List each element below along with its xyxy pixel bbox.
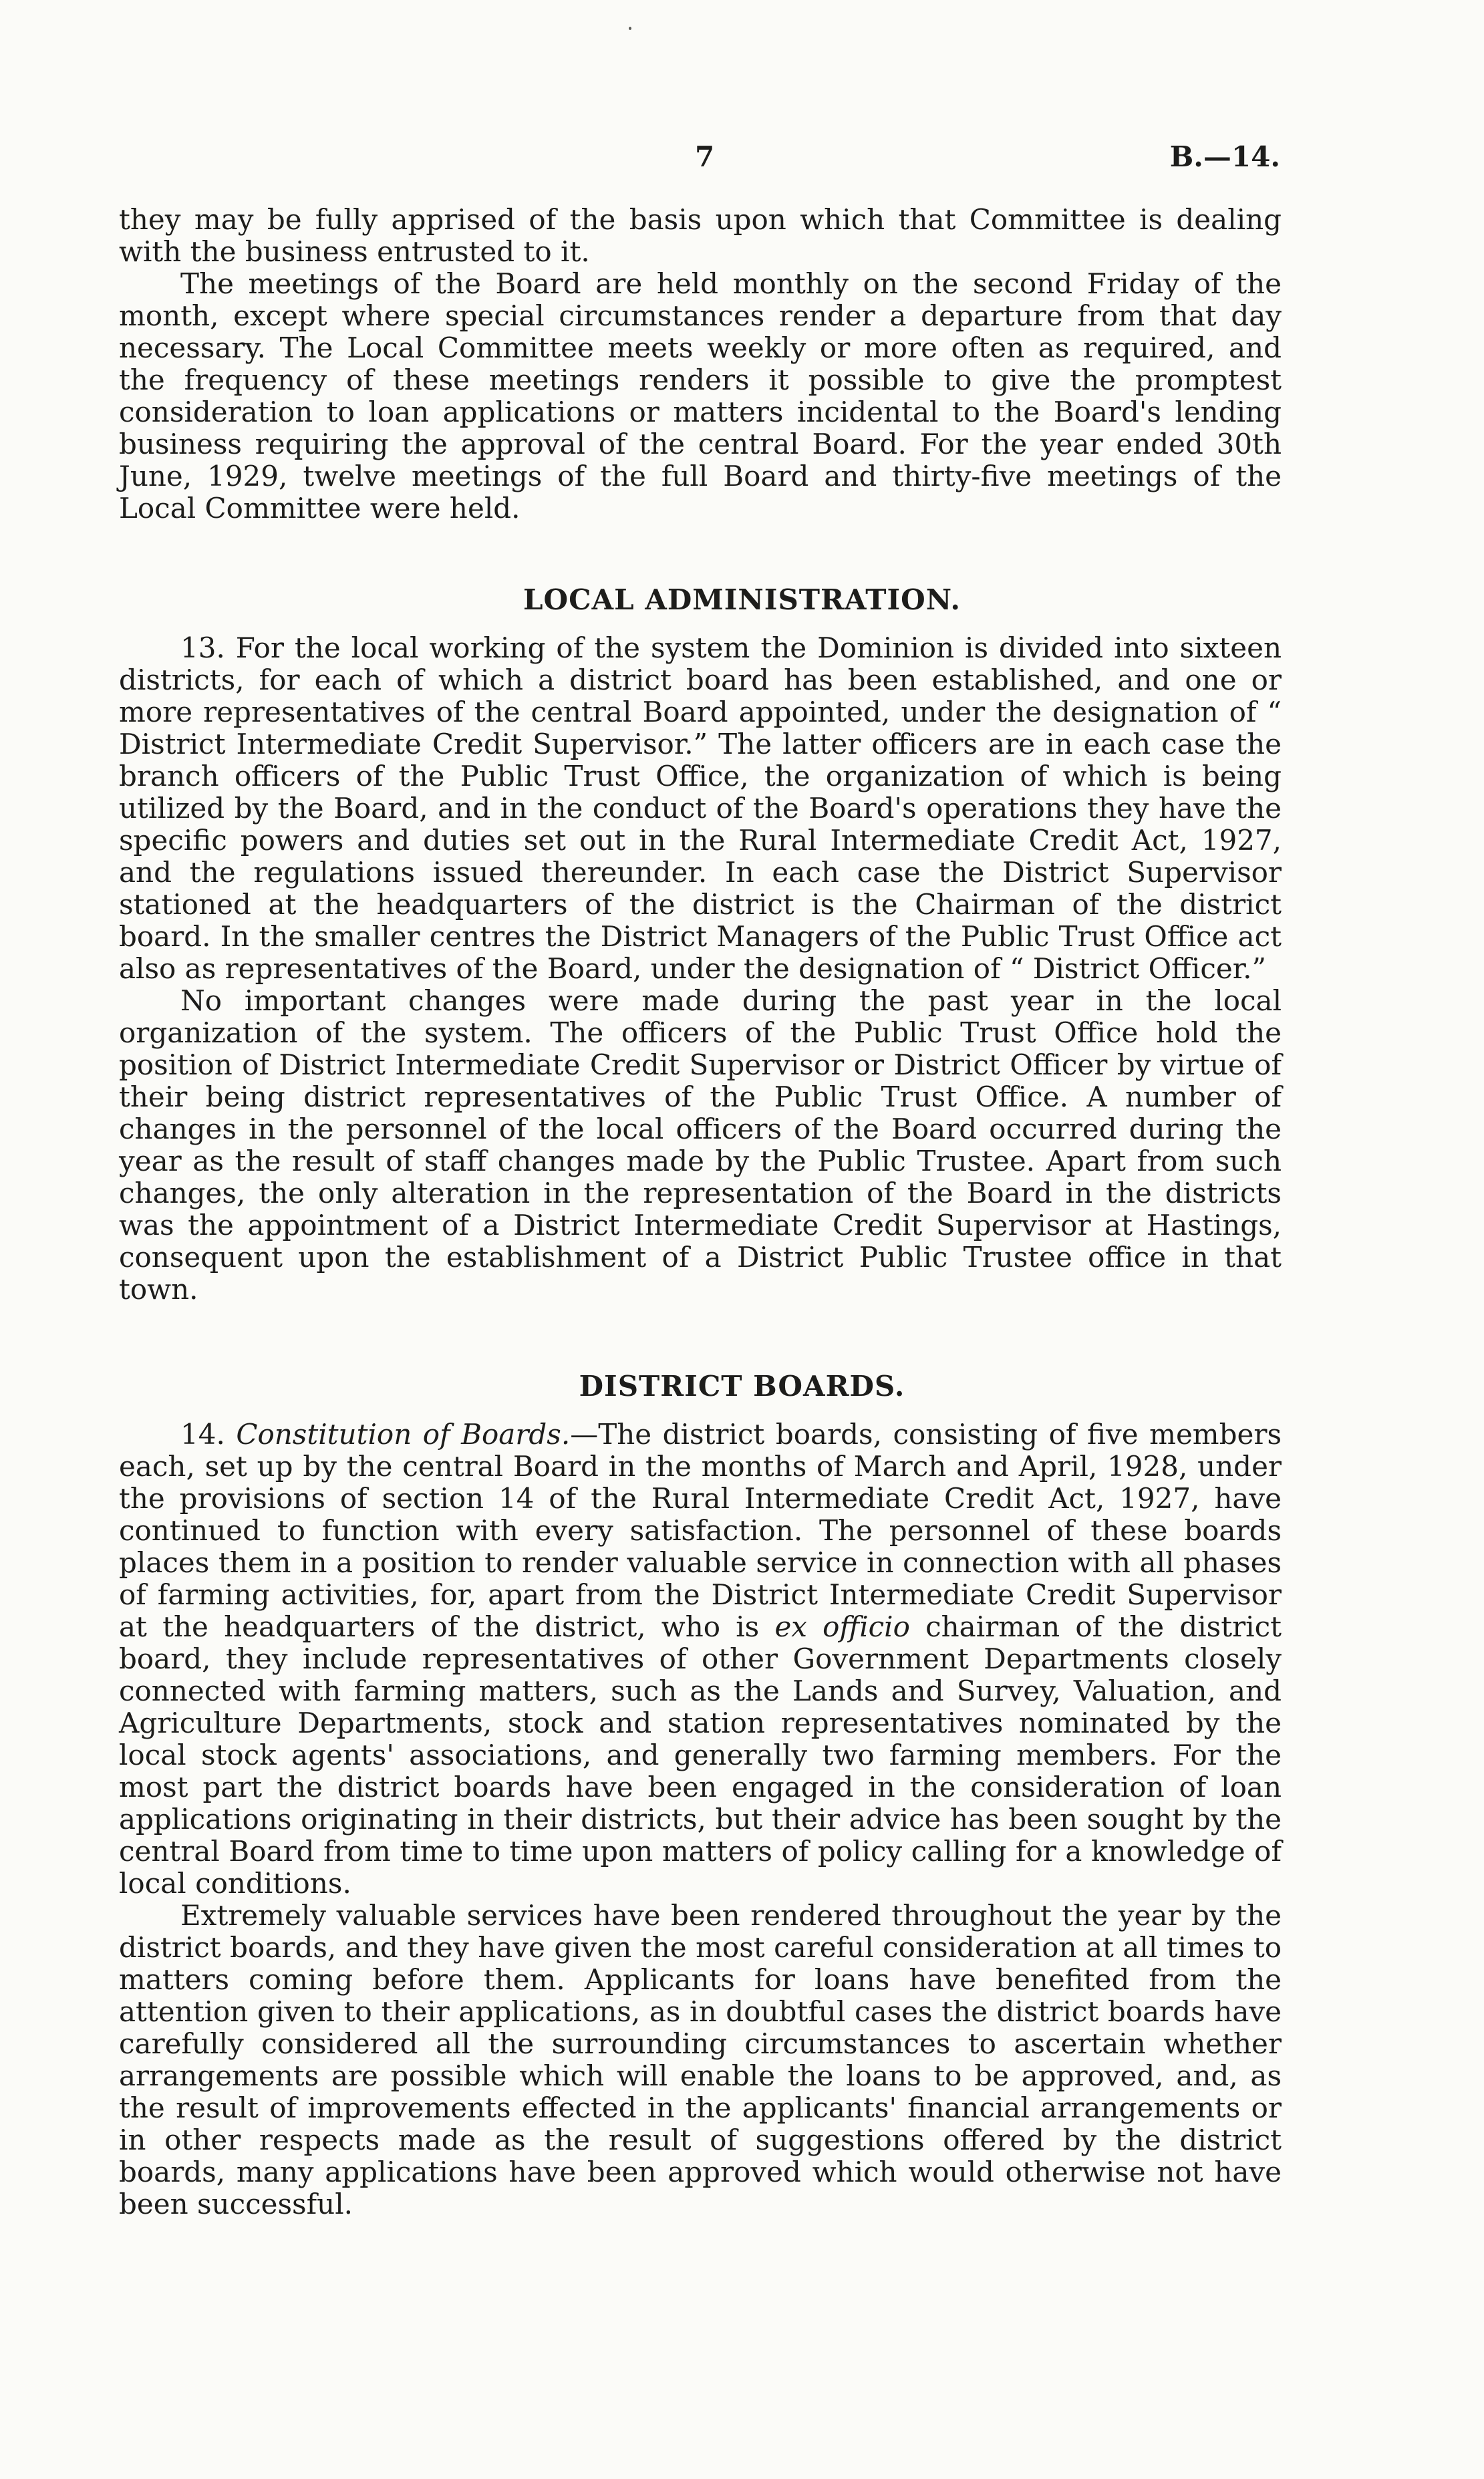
district-boards-heading: DISTRICT BOARDS.: [579, 1370, 905, 1403]
intro-block: [119, 204, 1282, 525]
local-administration-heading: LOCAL ADMINISTRATION.: [523, 583, 961, 616]
district-boards-block: [119, 1419, 1282, 2220]
local-changes-paragraph: No important changes were made during the past year in the local organization of the system. The officers of the Public Trust Office hold the position of District Intermediate Credit Supervisor or District Officer by virtue of their being district representatives of the Public Trust Office. A number of changes in the personnel of the local officers of the Board occurred during the year as the result of staff changes made by the Public Trustee. Apart from such changes, the only alteration in the representation of the Board in the districts was the appointment of a District Intermediate Credit Supervisor at Hastings, consequent upon the establishment of a District Public Trustee office in that town.: [119, 984, 1282, 1306]
paragraph-14-text-b: chairman of the district board, they include representatives of other Government Departments closely connected with farming matters, such as the Lands and Survey, Valuation, and Agriculture Departments, stock and station representatives nominated by the local stock agents' associations, and generally two farming members. For the most part the district boards have been engaged in the consideration of loan applications originating in their districts, but their advice has been sought by the central Board from time to time upon matters of policy calling for a knowledge of local conditions.: [119, 1610, 1282, 1900]
ex-officio-phrase: ex officio: [774, 1610, 910, 1643]
meetings-paragraph: The meetings of the Board are held monthly on the second Friday of the month, except where special circumstances render a departure from that day necessary. The Local Committee meets weekly or more often as required, and the frequency of these meetings renders it possible to give the promptest consideration to loan applications or matters incidental to the Board's lending business requiring the approval of the central Board. For the year ended 30th June, 1929, twelve meetings of the full Board and thirty-five meetings of the Local Committee were held.: [119, 267, 1282, 525]
paragraph-14-text-a: —The district boards, consisting of five members each, set up by the central Board in the months of March and April, 1928, under the provisions of section 14 of the Rural Intermediate Credit Act, 1927, have continued to function with every satisfaction. The personnel of these boards places them in a position to render valuable service in connection with all phases of farming activities, for, apart from the District Intermediate Credit Supervisor at the headquarters of the district, who is: [119, 1418, 1282, 1643]
local-administration-block: [119, 632, 1282, 1306]
services-paragraph: Extremely valuable services have been rendered throughout the year by the district boards, and they have given the most careful consideration at all times to matters coming before them. Applicants for loans have benefited from the attention given to their applications, as in doubtful cases the district boards have carefully considered all the surrounding circumstances to ascertain whether arrangements are possible which will enable the loans to be approved, and, as the result of improvements effected in the applicants' financial arrangements or in other respects made as the result of suggestions offered by the district boards, many applications have been approved which would otherwise not have been successful.: [119, 1899, 1282, 2220]
document-reference: B.—14.: [1169, 140, 1280, 173]
paragraph-14: [119, 1419, 1282, 1900]
constitution-lead-in: Constitution of Boards.: [236, 1418, 571, 1451]
scan-mark: [629, 27, 631, 30]
paragraph-13: 13. For the local working of the system the Dominion is divided into sixteen districts, for each of which a district board has been established, and one or more representatives of the central Board appointed, under the designation of “ District Intermediate Credit Supervisor.” The latter officers are in each case the branch officers of the Public Trust Office, the organization of which is being utilized by the Board, and in the conduct of the Board's operations they have the specific powers and duties set out in the Rural Intermediate Credit Act, 1927, and the regulations issued thereunder. In each case the District Supervisor stationed at the headquarters of the district is the Chairman of the district board. In the smaller centres the District Managers of the Public Trust Office act also as representatives of the Board, under the designation of “ District Officer.”: [119, 631, 1282, 985]
continuation-paragraph: they may be fully apprised of the basis upon which that Committee is dealing with the business entrusted to it.: [119, 203, 1282, 268]
page-number: 7: [695, 140, 715, 173]
paragraph-number: 14.: [180, 1418, 225, 1451]
